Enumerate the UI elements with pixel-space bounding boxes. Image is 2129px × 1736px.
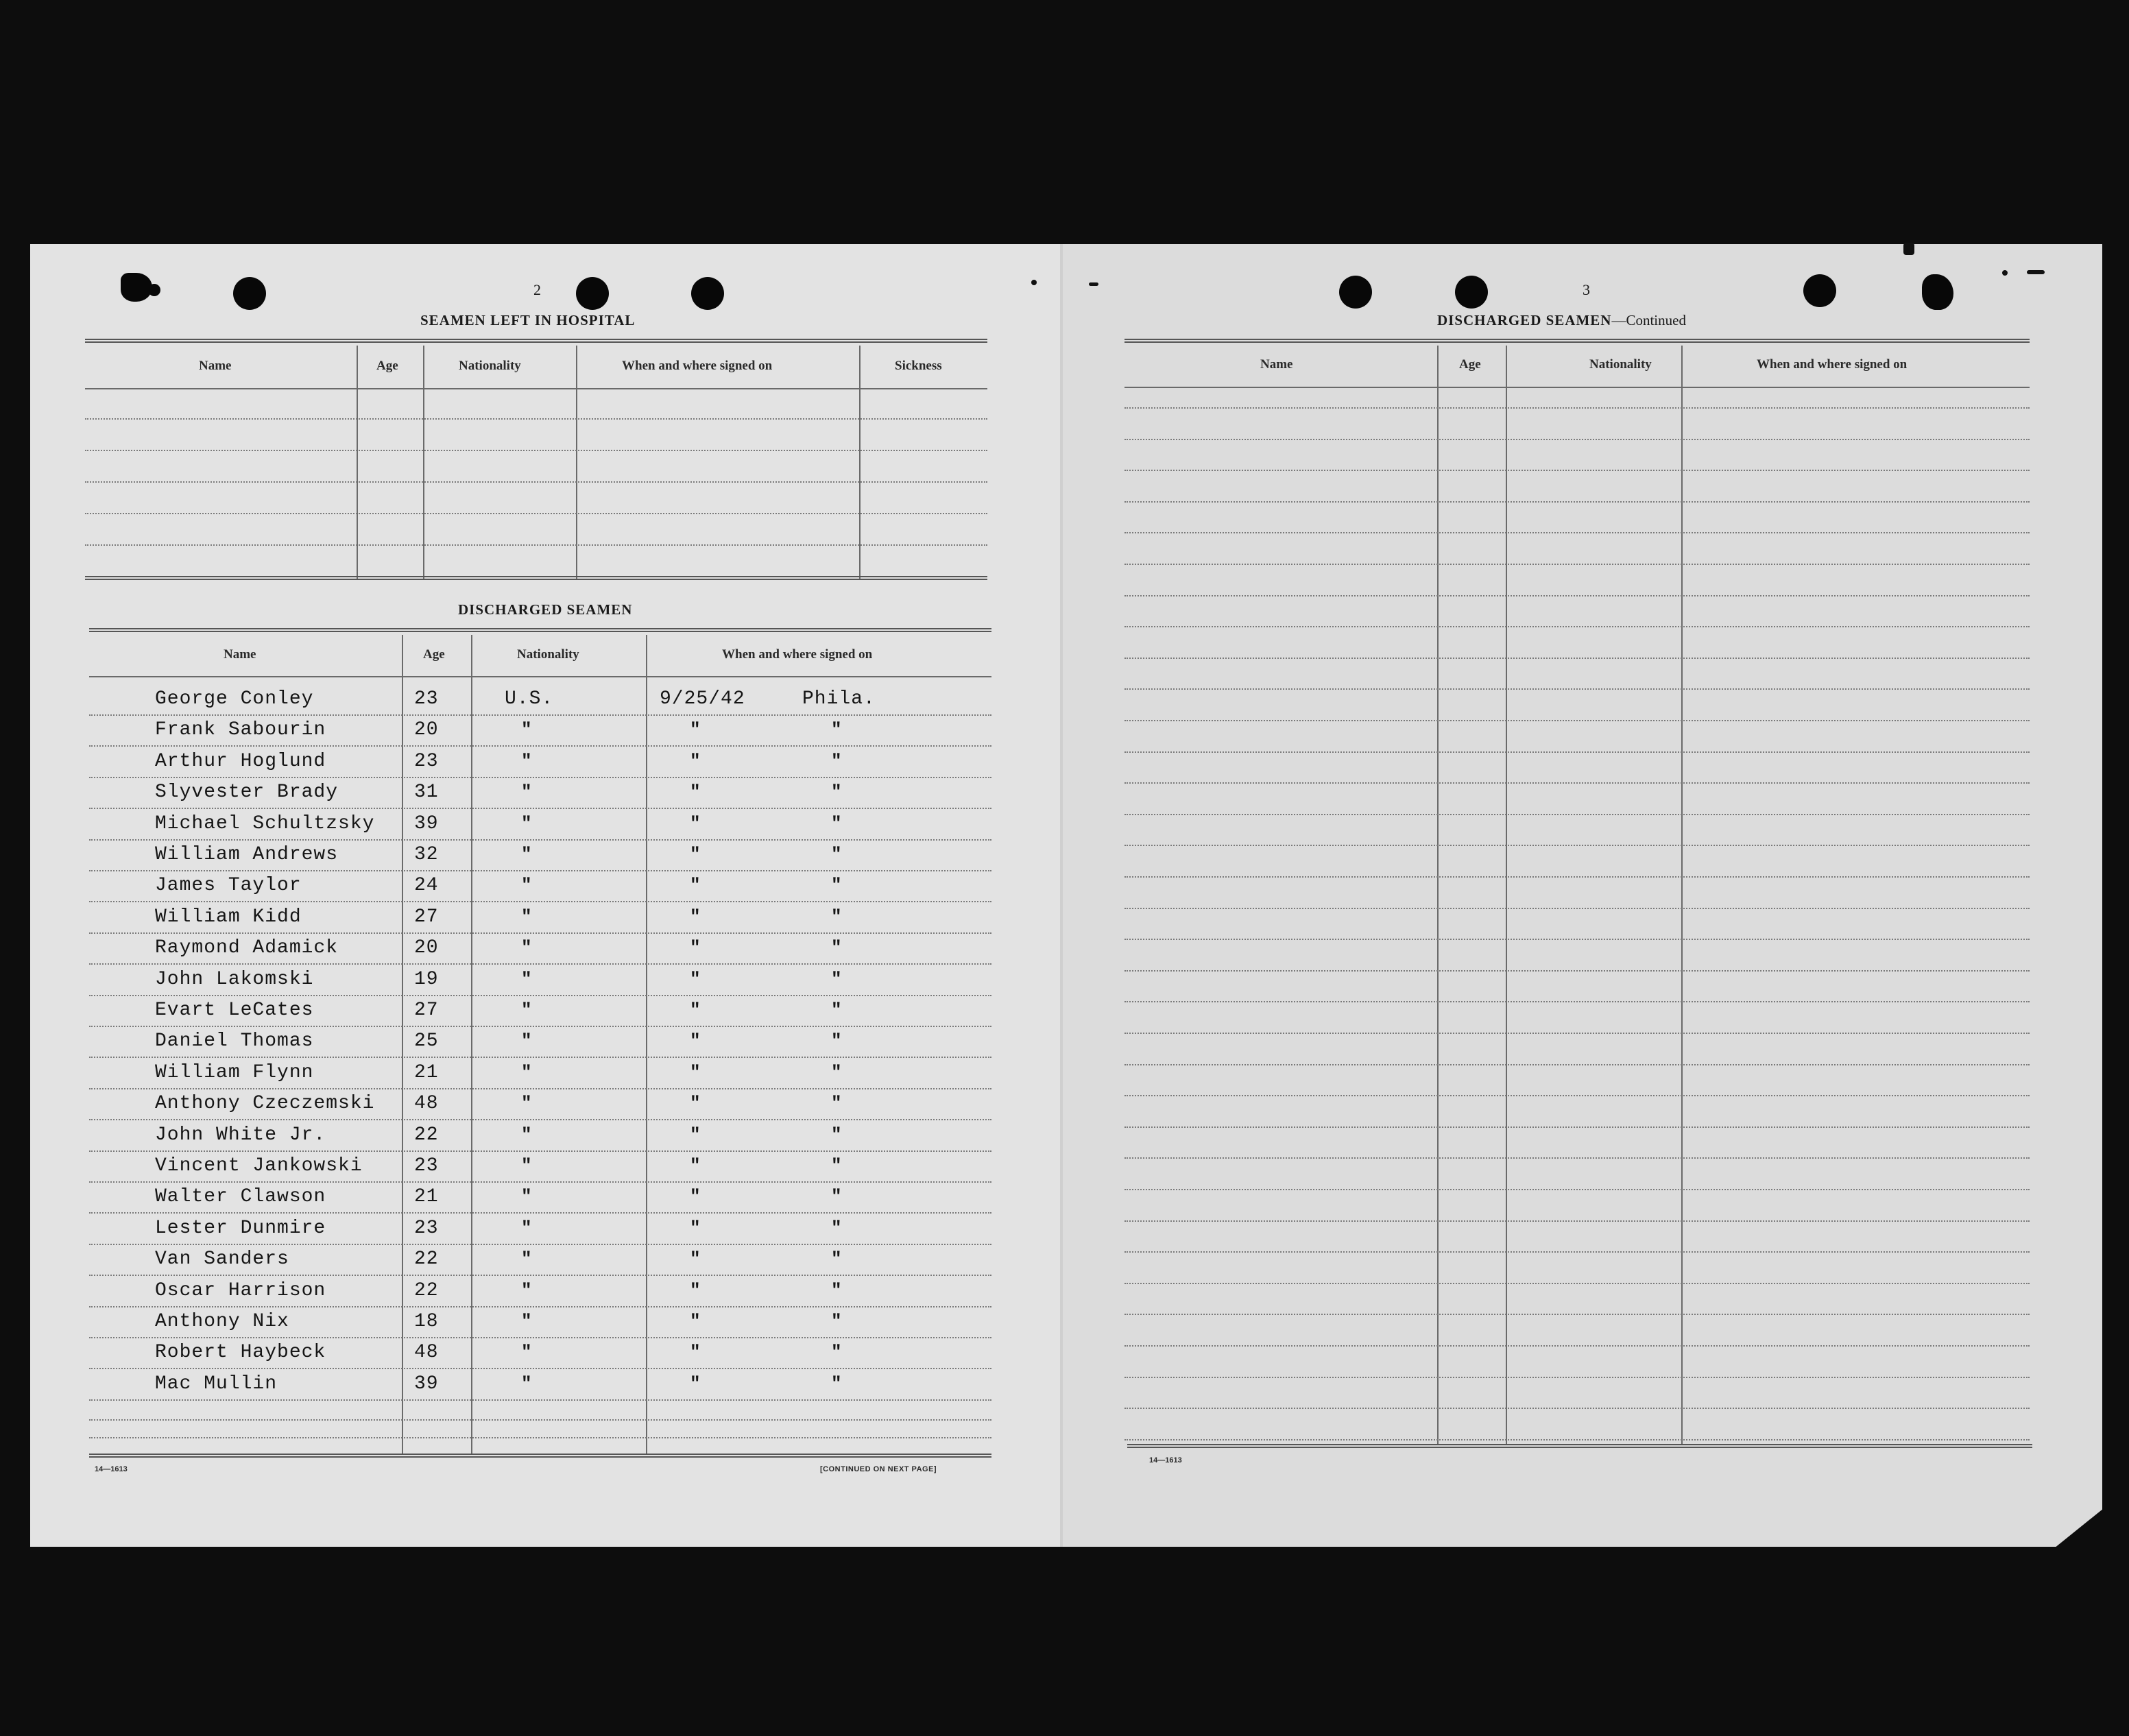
header-rule [85, 388, 987, 389]
signed-on-place: " [831, 1155, 842, 1176]
row-line [89, 1275, 991, 1276]
col-header-signed-on: When and where signed on [1757, 357, 1908, 372]
row-line [89, 1057, 991, 1058]
seaman-name: Arthur Hoglund [155, 751, 326, 772]
header-rule [89, 676, 991, 677]
row-line [1124, 814, 2030, 815]
seaman-name: George Conley [155, 688, 314, 710]
row-line [89, 839, 991, 841]
seaman-age: 23 [414, 1155, 439, 1177]
row-line [1124, 626, 2030, 627]
page-fold [1060, 244, 1063, 1547]
row-line [1124, 1001, 2030, 1002]
row-line [89, 995, 991, 996]
seaman-name: Michael Schultzsky [155, 813, 375, 834]
title-main: DISCHARGED SEAMEN [1437, 312, 1612, 328]
seaman-age: 27 [414, 1000, 439, 1021]
table-bottom-rule [85, 576, 987, 580]
signed-on-place: " [831, 1093, 842, 1113]
row-line [89, 808, 991, 809]
seaman-name: Frank Sabourin [155, 719, 326, 740]
punch-hole [1803, 274, 1836, 307]
torn-corner [2054, 1508, 2104, 1548]
seaman-age: 31 [414, 782, 439, 803]
column-divider [471, 635, 472, 1455]
form-code: 14—1613 [95, 1465, 128, 1473]
signed-on-date: " [690, 1342, 701, 1362]
seaman-age: 21 [414, 1186, 439, 1207]
seaman-name: Walter Clawson [155, 1186, 326, 1207]
col-header-age: Age [376, 359, 398, 373]
signed-on-place: " [831, 1311, 842, 1331]
speck [2027, 270, 2045, 274]
seaman-name: Mac Mullin [155, 1373, 278, 1395]
row-line [89, 1337, 991, 1338]
row-line [1124, 1439, 2030, 1440]
row-line [1124, 564, 2030, 565]
row-line [89, 932, 991, 934]
seaman-nationality: " [521, 906, 532, 927]
row-line [1124, 1064, 2030, 1065]
seaman-nationality: " [521, 813, 532, 834]
row-line [89, 777, 991, 778]
seaman-nationality: " [521, 875, 532, 895]
signed-on-date: " [690, 1124, 701, 1145]
page-number: 2 [533, 281, 541, 298]
punch-hole [1339, 276, 1372, 309]
row-line [1124, 501, 2030, 503]
seaman-age: 23 [414, 688, 439, 710]
seaman-name: James Taylor [155, 875, 302, 896]
seaman-age: 32 [414, 844, 439, 865]
signed-on-date: " [690, 1249, 701, 1269]
signed-on-place: " [831, 751, 842, 771]
signed-on-date: " [690, 1062, 701, 1083]
signed-on-date: " [690, 1311, 701, 1331]
row-line [89, 1244, 991, 1245]
col-header-signed-on: When and where signed on [622, 359, 773, 373]
table-top-rule [1124, 339, 2030, 343]
seaman-age: 23 [414, 751, 439, 772]
row-line [1124, 658, 2030, 659]
seaman-nationality: " [521, 1030, 532, 1051]
row-line [89, 1026, 991, 1027]
seaman-nationality: " [521, 1249, 532, 1269]
row-line [89, 1212, 991, 1214]
row-line [89, 1181, 991, 1183]
signed-on-place: " [831, 719, 842, 740]
row-line [89, 745, 991, 747]
seaman-name: Daniel Thomas [155, 1030, 314, 1052]
seaman-name: Oscar Harrison [155, 1280, 326, 1301]
column-divider [357, 346, 358, 579]
row-line [1124, 1157, 2030, 1159]
seaman-age: 19 [414, 969, 439, 990]
signed-on-date: " [690, 875, 701, 895]
row-line [1124, 532, 2030, 533]
seaman-nationality: " [521, 1093, 532, 1113]
row-line [1124, 1345, 2030, 1347]
signed-on-place: " [831, 1030, 842, 1051]
col-header-sickness: Sickness [895, 359, 942, 373]
col-header-nationality: Nationality [459, 359, 521, 373]
row-line [89, 1088, 991, 1089]
seaman-nationality: " [521, 1186, 532, 1207]
row-line [89, 870, 991, 871]
seaman-nationality: " [521, 844, 532, 865]
col-header-nationality: Nationality [1589, 357, 1652, 372]
table-bottom-rule [1127, 1444, 2032, 1448]
punch-hole [691, 277, 724, 310]
signed-on-place: " [831, 875, 842, 895]
seaman-nationality: U.S. [505, 688, 554, 710]
seaman-age: 23 [414, 1218, 439, 1239]
seaman-nationality: " [521, 1342, 532, 1362]
signed-on-date: " [690, 782, 701, 802]
seaman-name: Raymond Adamick [155, 937, 339, 959]
row-line [89, 1437, 991, 1438]
title-continued: —Continued [1611, 312, 1686, 328]
seaman-nationality: " [521, 969, 532, 989]
col-header-name: Name [1260, 357, 1293, 372]
punch-hole [233, 277, 266, 310]
row-line [89, 963, 991, 965]
seaman-nationality: " [521, 1280, 532, 1301]
seaman-age: 18 [414, 1311, 439, 1332]
seaman-name: William Kidd [155, 906, 302, 928]
row-line [89, 1150, 991, 1152]
seaman-nationality: " [521, 1311, 532, 1331]
row-line [1124, 595, 2030, 596]
seaman-age: 22 [414, 1124, 439, 1146]
row-line [1124, 1408, 2030, 1409]
row-line [85, 450, 987, 451]
col-header-age: Age [423, 647, 445, 662]
row-line [1124, 688, 2030, 690]
column-divider [423, 346, 424, 579]
row-line [1124, 439, 2030, 440]
seaman-age: 48 [414, 1093, 439, 1114]
signed-on-date: 9/25/42 [660, 688, 745, 710]
row-line [1124, 720, 2030, 721]
seaman-age: 24 [414, 875, 439, 896]
speck [2002, 270, 2008, 276]
column-divider [646, 635, 647, 1455]
signed-on-date: " [690, 1186, 701, 1207]
col-header-nationality: Nationality [517, 647, 579, 662]
row-line [85, 418, 987, 420]
row-line [1124, 1251, 2030, 1253]
column-divider [1681, 346, 1683, 1445]
seaman-nationality: " [521, 1124, 532, 1145]
col-header-signed-on: When and where signed on [722, 647, 873, 662]
signed-on-date: " [690, 1000, 701, 1020]
speck [1031, 280, 1037, 285]
col-header-name: Name [224, 647, 256, 662]
seaman-name: Robert Haybeck [155, 1342, 326, 1363]
row-line [85, 481, 987, 483]
signed-on-date: " [690, 719, 701, 740]
row-line [89, 901, 991, 902]
signed-on-place: " [831, 969, 842, 989]
seaman-name: Anthony Czeczemski [155, 1093, 375, 1114]
signed-on-place: Phila. [802, 688, 876, 710]
row-line [89, 1368, 991, 1369]
seaman-age: 20 [414, 719, 439, 740]
seaman-age: 39 [414, 813, 439, 834]
seaman-nationality: " [521, 1373, 532, 1394]
column-divider [402, 635, 403, 1455]
signed-on-date: " [690, 937, 701, 958]
signed-on-place: " [831, 844, 842, 865]
row-line [85, 513, 987, 514]
row-line [1124, 751, 2030, 753]
seaman-name: Van Sanders [155, 1249, 289, 1270]
row-line [1124, 782, 2030, 784]
punch-hole [148, 284, 160, 296]
signed-on-place: " [831, 1373, 842, 1394]
hospital-section-title: SEAMEN LEFT IN HOSPITAL [420, 312, 636, 328]
column-divider [1506, 346, 1507, 1445]
seaman-age: 25 [414, 1030, 439, 1052]
punch-hole [121, 273, 152, 302]
page-number: 3 [1583, 281, 1590, 298]
header-rule [1124, 387, 2030, 388]
seaman-age: 48 [414, 1342, 439, 1363]
seaman-nationality: " [521, 937, 532, 958]
seaman-age: 20 [414, 937, 439, 959]
form-code: 14—1613 [1149, 1456, 1182, 1464]
continued-note: [CONTINUED ON NEXT PAGE] [820, 1465, 937, 1473]
seaman-name: Evart LeCates [155, 1000, 314, 1021]
signed-on-place: " [831, 1249, 842, 1269]
row-line [1124, 1377, 2030, 1378]
row-line [1124, 1189, 2030, 1190]
right-section-title [1437, 312, 1686, 329]
seaman-nationality: " [521, 1000, 532, 1020]
signed-on-date: " [690, 751, 701, 771]
seaman-age: 22 [414, 1249, 439, 1270]
signed-on-place: " [831, 782, 842, 802]
row-line [1124, 1220, 2030, 1222]
row-line [1124, 407, 2030, 409]
row-line [85, 544, 987, 546]
signed-on-place: " [831, 1342, 842, 1362]
seaman-name: Lester Dunmire [155, 1218, 326, 1239]
seaman-name: Slyvester Brady [155, 782, 339, 803]
signed-on-place: " [831, 906, 842, 927]
signed-on-place: " [831, 1000, 842, 1020]
row-line [89, 1399, 991, 1401]
speck [1903, 243, 1914, 255]
seaman-name: Anthony Nix [155, 1311, 289, 1332]
signed-on-date: " [690, 906, 701, 927]
row-line [1124, 845, 2030, 846]
row-line [89, 714, 991, 716]
seaman-nationality: " [521, 1062, 532, 1083]
row-line [1124, 970, 2030, 972]
punch-hole [1455, 276, 1488, 309]
row-line [1124, 1033, 2030, 1034]
signed-on-date: " [690, 1373, 701, 1394]
row-line [89, 1419, 991, 1421]
column-divider [1437, 346, 1439, 1445]
column-divider [576, 346, 577, 579]
column-divider [859, 346, 861, 579]
seaman-age: 21 [414, 1062, 439, 1083]
seaman-age: 39 [414, 1373, 439, 1395]
punch-hole [576, 277, 609, 310]
seaman-age: 27 [414, 906, 439, 928]
seaman-name: William Andrews [155, 844, 339, 865]
signed-on-date: " [690, 844, 701, 865]
speck [1089, 282, 1098, 286]
seaman-nationality: " [521, 782, 532, 802]
seaman-name: William Flynn [155, 1062, 314, 1083]
signed-on-date: " [690, 1218, 701, 1238]
seaman-nationality: " [521, 1155, 532, 1176]
seaman-nationality: " [521, 1218, 532, 1238]
signed-on-place: " [831, 1186, 842, 1207]
signed-on-place: " [831, 1218, 842, 1238]
col-header-name: Name [199, 359, 232, 373]
row-line [1124, 1314, 2030, 1315]
table-top-rule [89, 628, 991, 632]
signed-on-date: " [690, 813, 701, 834]
signed-on-date: " [690, 969, 701, 989]
row-line [89, 1306, 991, 1307]
row-line [1124, 939, 2030, 940]
signed-on-place: " [831, 1062, 842, 1083]
seaman-age: 22 [414, 1280, 439, 1301]
signed-on-date: " [690, 1030, 701, 1051]
signed-on-date: " [690, 1155, 701, 1176]
row-line [1124, 470, 2030, 471]
table-bottom-rule [89, 1454, 991, 1458]
seaman-name: John Lakomski [155, 969, 314, 990]
row-line [1124, 1095, 2030, 1096]
table-top-rule [85, 339, 987, 343]
signed-on-date: " [690, 1280, 701, 1301]
seaman-name: John White Jr. [155, 1124, 326, 1146]
signed-on-place: " [831, 937, 842, 958]
row-line [89, 1119, 991, 1120]
signed-on-place: " [831, 813, 842, 834]
row-line [1124, 1283, 2030, 1284]
signed-on-place: " [831, 1124, 842, 1145]
seaman-name: Vincent Jankowski [155, 1155, 363, 1177]
discharged-section-title: DISCHARGED SEAMEN [458, 601, 633, 618]
signed-on-place: " [831, 1280, 842, 1301]
seaman-nationality: " [521, 751, 532, 771]
row-line [1124, 876, 2030, 878]
seaman-nationality: " [521, 719, 532, 740]
col-header-age: Age [1459, 357, 1481, 372]
signed-on-date: " [690, 1093, 701, 1113]
row-line [1124, 1126, 2030, 1128]
row-line [1124, 908, 2030, 909]
